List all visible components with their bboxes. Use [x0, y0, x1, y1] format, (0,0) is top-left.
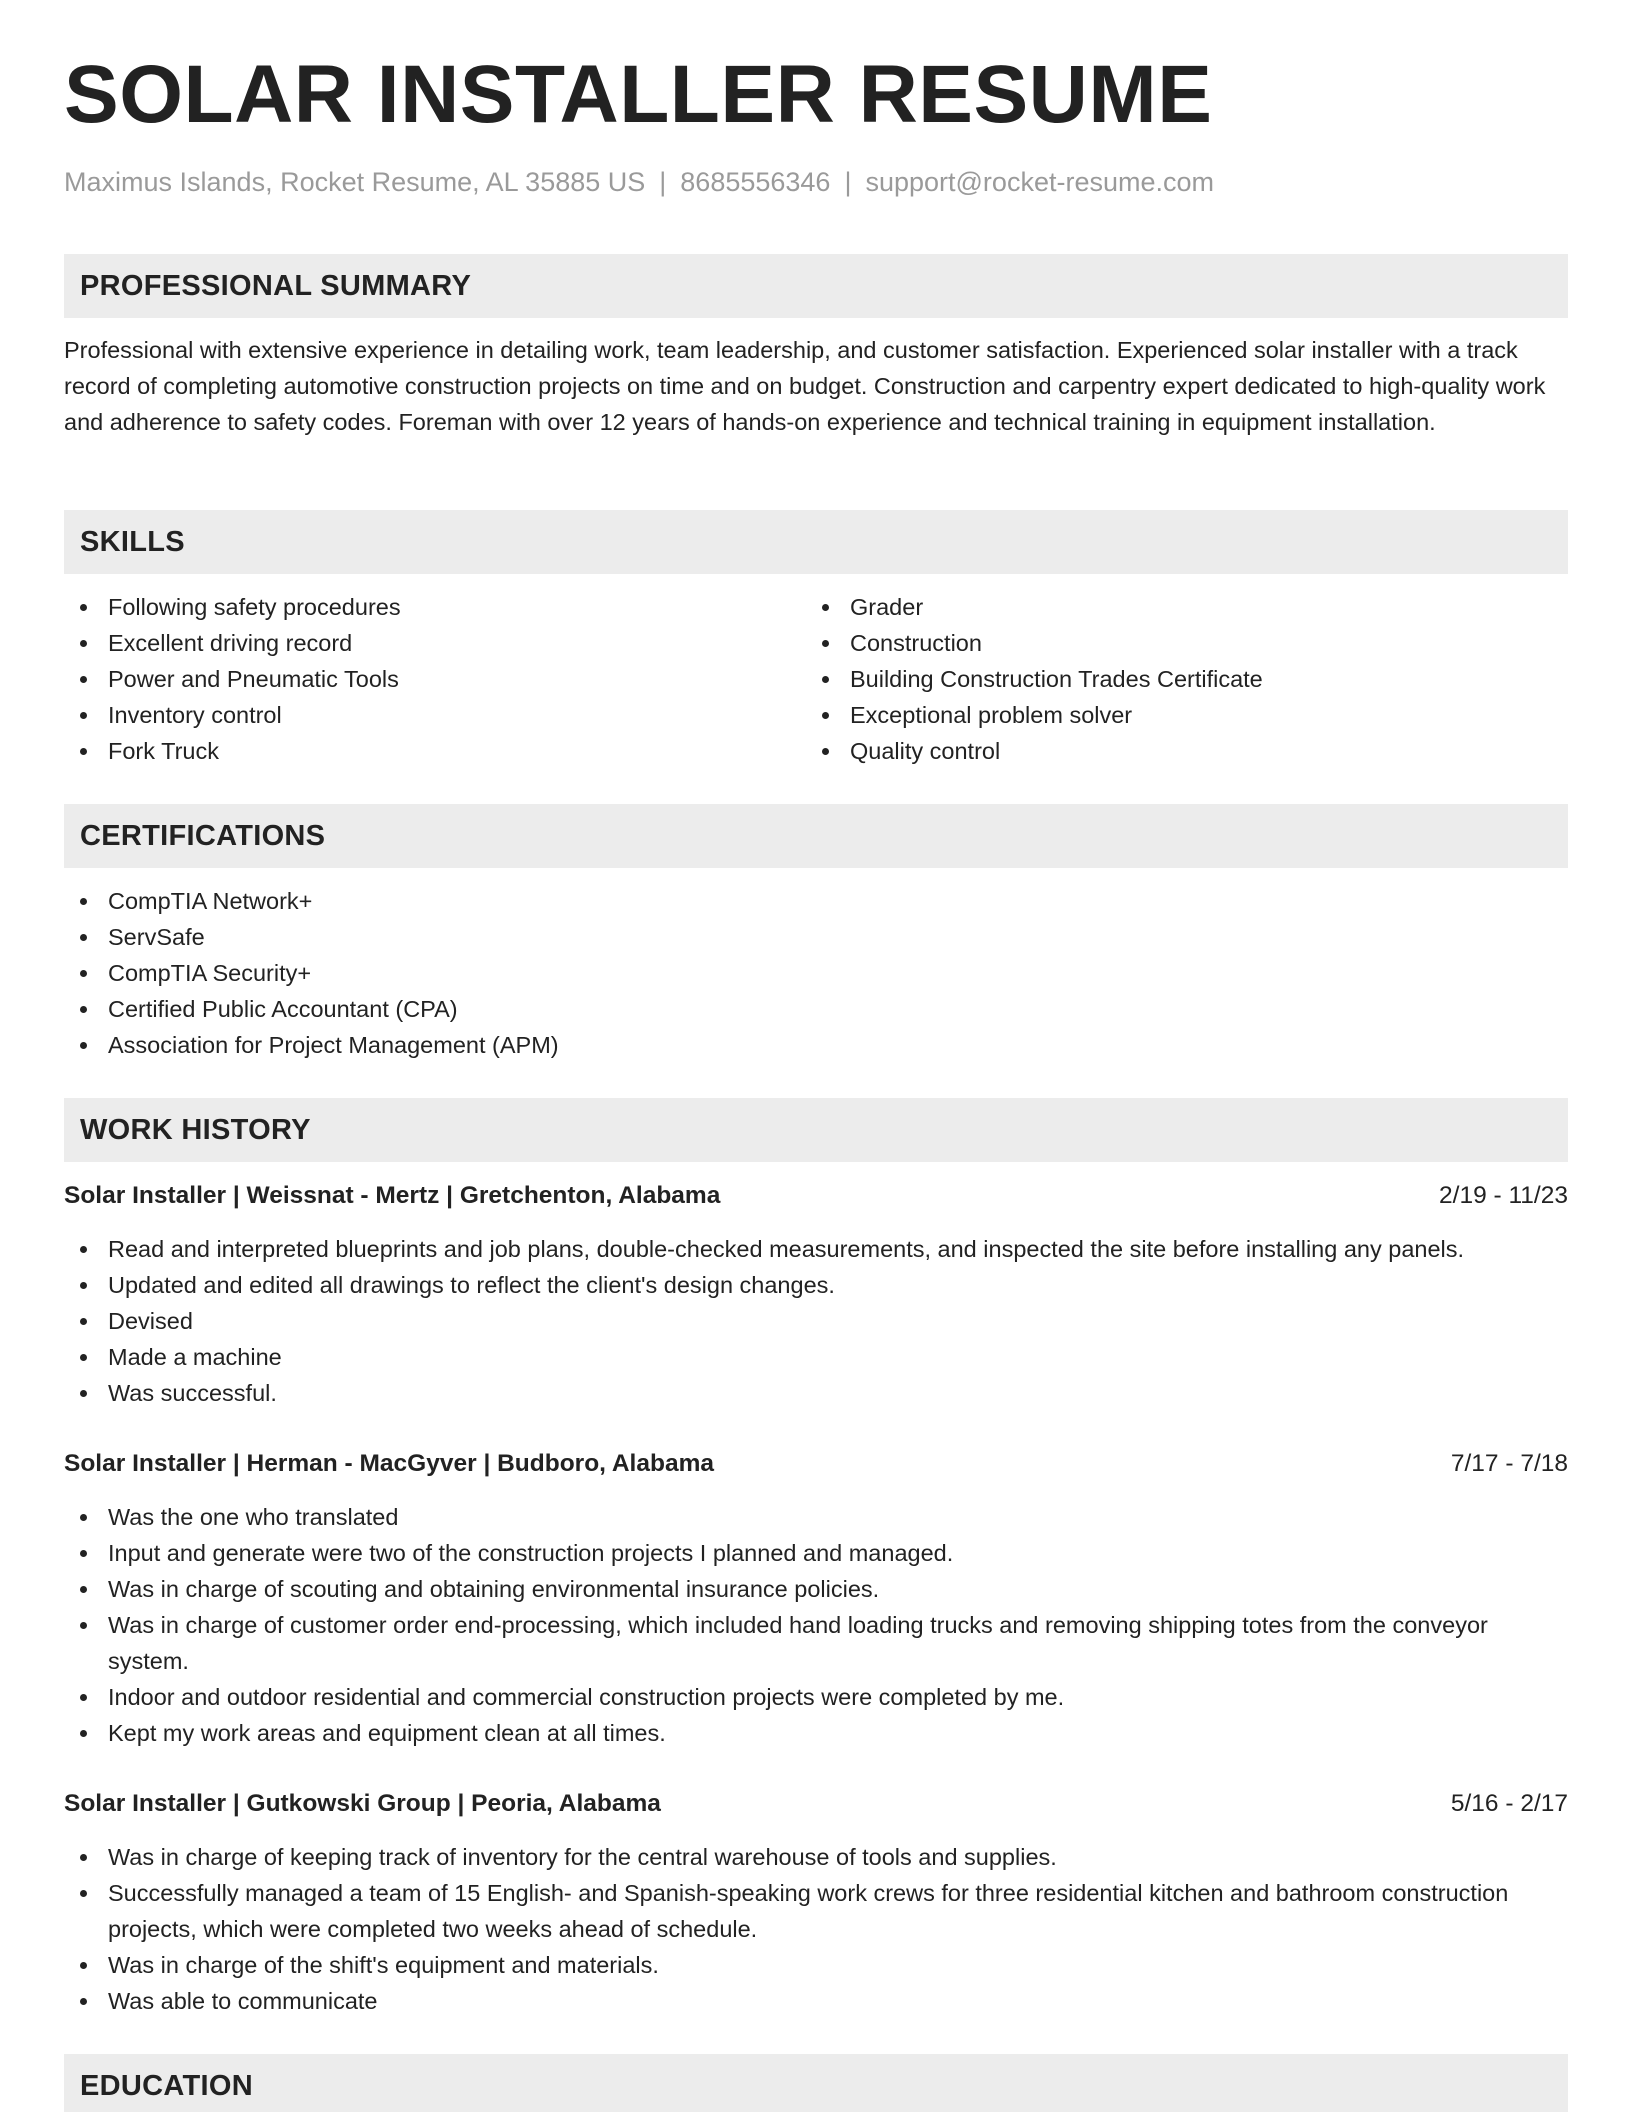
contact-separator: |: [659, 167, 667, 197]
skills-list-right: [806, 589, 1546, 769]
section-title-work-history: WORK HISTORY: [80, 1113, 311, 1146]
contact-line: [64, 166, 1214, 198]
section-title-education: EDUCATION: [80, 2069, 253, 2102]
job-bullet: Read and interpreted blueprints and job plans, double-checked measurements, and inspected the site before installing any panels.: [64, 1231, 1568, 1267]
job-title: Solar Installer | Gutkowski Group | Peoria, Alabama: [64, 1790, 661, 1817]
resume-title: SOLAR INSTALLER RESUME: [64, 49, 1213, 140]
job-bullet: Was in charge of keeping track of inventory for the central warehouse of tools and supplies.: [64, 1839, 1568, 1875]
summary-text: Professional with extensive experience in detailing work, team leadership, and customer satisfaction. Experienced solar installer with a track record of completing automotive construction projects on time and on budget. Construction and carpentry expert dedicated to high-quality work and adherence to safety codes. Foreman with over 12 years of hands-on experience and technical training in equipment installation.: [64, 337, 1546, 435]
skill-item: Excellent driving record: [64, 625, 804, 661]
skill-item: Inventory control: [64, 697, 804, 733]
job-bullets: [64, 1499, 1568, 1751]
job-bullets: [64, 1231, 1568, 1411]
section-header-education: [64, 2054, 1568, 2112]
contact-phone: 8685556346: [680, 167, 831, 197]
skill-item: Power and Pneumatic Tools: [64, 661, 804, 697]
certification-item: CompTIA Network+: [64, 883, 1568, 919]
contact-separator: |: [844, 167, 852, 197]
certifications-list: [64, 883, 1568, 1063]
section-header-certifications: [64, 804, 1568, 868]
skill-item: Building Construction Trades Certificate: [806, 661, 1546, 697]
contact-address: Maximus Islands, Rocket Resume, AL 35885 US: [64, 167, 646, 197]
certification-item: Certified Public Accountant (CPA): [64, 991, 1568, 1027]
job-bullet: Indoor and outdoor residential and commercial construction projects were completed by me.: [64, 1679, 1568, 1715]
job-bullet: Kept my work areas and equipment clean at all times.: [64, 1715, 1568, 1751]
job-title: Solar Installer | Herman - MacGyver | Budboro, Alabama: [64, 1450, 714, 1477]
skills-list-left: [64, 589, 804, 769]
section-title-skills: SKILLS: [80, 525, 185, 558]
job-title: Solar Installer | Weissnat - Mertz | Gretchenton, Alabama: [64, 1182, 721, 1209]
skill-item: Exceptional problem solver: [806, 697, 1546, 733]
section-header-work-history: [64, 1098, 1568, 1162]
skill-item: Construction: [806, 625, 1546, 661]
job-bullet: Was in charge of the shift's equipment and materials.: [64, 1947, 1568, 1983]
skill-item: Quality control: [806, 733, 1546, 769]
job-bullet: Updated and edited all drawings to reflect the client's design changes.: [64, 1267, 1568, 1303]
certification-item: ServSafe: [64, 919, 1568, 955]
job-dates: 2/19 - 11/23: [1439, 1182, 1568, 1209]
job-bullet: Input and generate were two of the construction projects I planned and managed.: [64, 1535, 1568, 1571]
job-bullet: Was the one who translated: [64, 1499, 1568, 1535]
job-bullet: Was in charge of customer order end-processing, which included hand loading trucks and removing shipping totes from the conveyor system.: [64, 1607, 1568, 1679]
job-heading: [64, 1788, 1568, 1820]
job-dates: 7/17 - 7/18: [1450, 1450, 1568, 1477]
section-header-summary: [64, 254, 1568, 318]
contact-email: support@rocket-resume.com: [865, 167, 1214, 197]
job-bullet: Successfully managed a team of 15 English- and Spanish-speaking work crews for three residential kitchen and bathroom construction projects, which were completed two weeks ahead of schedule.: [64, 1875, 1568, 1947]
skill-item: Following safety procedures: [64, 589, 804, 625]
skill-item: Grader: [806, 589, 1546, 625]
job-dates: 5/16 - 2/17: [1450, 1790, 1568, 1817]
section-title-summary: PROFESSIONAL SUMMARY: [80, 269, 472, 302]
job-bullet: Was successful.: [64, 1375, 1568, 1411]
job-bullet: Made a machine: [64, 1339, 1568, 1375]
job-bullets: [64, 1839, 1568, 2019]
skill-item: Fork Truck: [64, 733, 804, 769]
certification-item: Association for Project Management (APM): [64, 1027, 1568, 1063]
job-heading: [64, 1180, 1568, 1212]
job-bullet: Was able to communicate: [64, 1983, 1568, 2019]
section-header-skills: [64, 510, 1568, 574]
job-bullet: Devised: [64, 1303, 1568, 1339]
job-bullet: Was in charge of scouting and obtaining environmental insurance policies.: [64, 1571, 1568, 1607]
job-heading: [64, 1448, 1568, 1480]
section-title-certifications: CERTIFICATIONS: [80, 819, 326, 852]
certification-item: CompTIA Security+: [64, 955, 1568, 991]
